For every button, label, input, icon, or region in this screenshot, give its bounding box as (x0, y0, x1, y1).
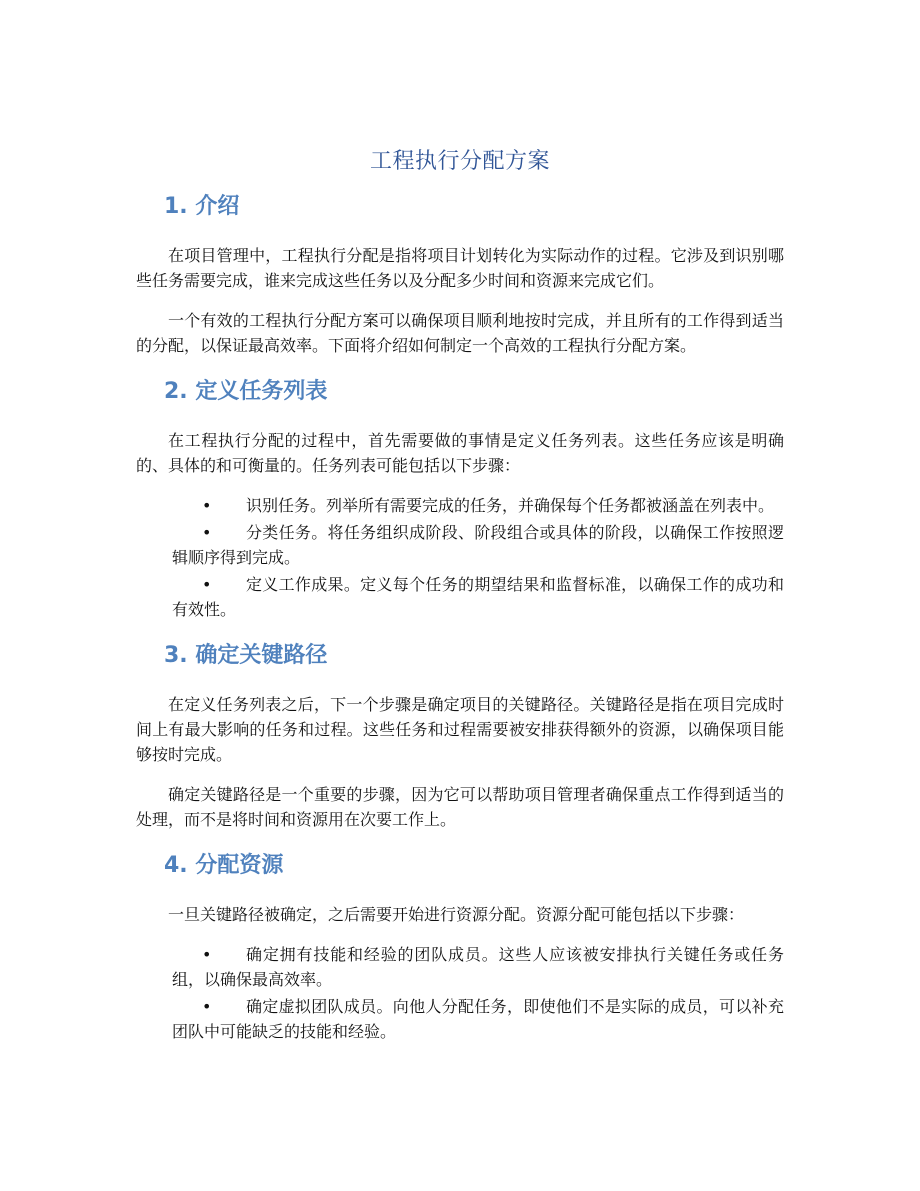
bullet-list (136, 942, 784, 1044)
paragraph: 在工程执行分配的过程中，首先需要做的事情是定义任务列表。这些任务应该是明确的、具体的和可衡量的。任务列表可能包括以下步骤： (136, 431, 784, 475)
list-item-text: 确定拥有技能和经验的团队成员。这些人应该被安排执行关键任务或任务组，以确保最高效率。 (172, 945, 784, 989)
bullet-icon: • (202, 997, 212, 1016)
section-critical-path (136, 642, 784, 832)
list-item (172, 942, 784, 992)
section-heading: 1. 介绍 (164, 194, 240, 219)
document-title: 工程执行分配方案 (369, 149, 550, 174)
paragraph: 确定关键路径是一个重要的步骤，因为它可以帮助项目管理者确保重点工作得到适当的处理，而不是将时间和资源用在次要工作上。 (136, 785, 784, 829)
bullet-icon: • (202, 523, 212, 542)
list-item-text: 定义工作成果。定义每个任务的期望结果和监督标准，以确保工作的成功和有效性。 (172, 575, 784, 619)
list-item (172, 994, 784, 1044)
section-allocate-resources (136, 852, 784, 1044)
section-heading: 4. 分配资源 (164, 853, 284, 878)
section-define-task-list (136, 378, 784, 622)
bullet-icon: • (202, 496, 212, 515)
section-heading: 3. 确定关键路径 (164, 643, 328, 668)
list-item-text: 确定虚拟团队成员。向他人分配任务，即使他们不是实际的成员，可以补充团队中可能缺乏的技能和经验。 (172, 997, 784, 1041)
paragraph: 在定义任务列表之后，下一个步骤是确定项目的关键路径。关键路径是指在项目完成时间上有最大影响的任务和过程。这些任务和过程需要被安排获得额外的资源，以确保项目能够按时完成。 (136, 695, 784, 764)
list-item (172, 493, 784, 518)
paragraph: 在项目管理中，工程执行分配是指将项目计划转化为实际动作的过程。它涉及到识别哪些任务需要完成，谁来完成这些任务以及分配多少时间和资源来完成它们。 (136, 246, 784, 290)
bullet-icon: • (202, 945, 212, 964)
paragraph: 一旦关键路径被确定，之后需要开始进行资源分配。资源分配可能包括以下步骤： (168, 905, 745, 924)
bullet-list (136, 493, 784, 622)
paragraph: 一个有效的工程执行分配方案可以确保项目顺利地按时完成，并且所有的工作得到适当的分配，以保证最高效率。下面将介绍如何制定一个高效的工程执行分配方案。 (136, 311, 784, 355)
list-item (172, 520, 784, 570)
section-heading: 2. 定义任务列表 (164, 379, 328, 404)
bullet-icon: • (202, 575, 212, 594)
list-item (172, 572, 784, 622)
list-item-text: 分类任务。将任务组织成阶段、阶段组合或具体的阶段，以确保工作按照逻辑顺序得到完成。 (172, 523, 784, 567)
section-introduction (136, 193, 784, 358)
list-item-text: 识别任务。列举所有需要完成的任务，并确保每个任务都被涵盖在列表中。 (246, 496, 775, 515)
